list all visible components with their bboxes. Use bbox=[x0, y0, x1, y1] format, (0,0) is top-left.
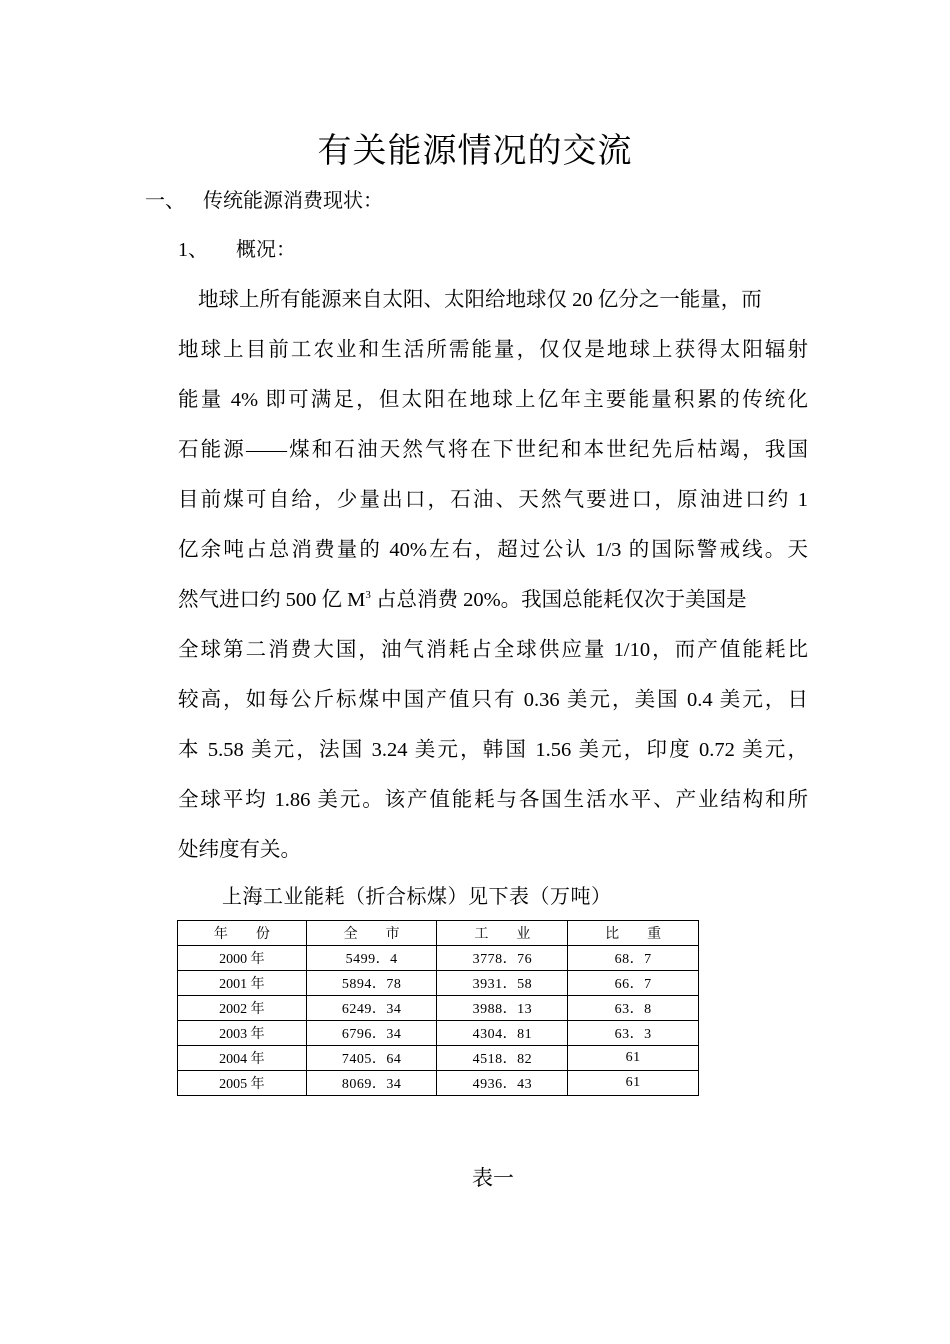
cell-share: 68．7 bbox=[568, 946, 699, 971]
cell-year: 2002 年 bbox=[178, 996, 307, 1021]
cell-share: 63．8 bbox=[568, 996, 699, 1021]
table-row bbox=[178, 946, 699, 971]
header-city-total: 全市 bbox=[306, 921, 437, 946]
section-label: 传统能源消费现状： bbox=[203, 190, 383, 212]
header-industry: 工业 bbox=[437, 921, 568, 946]
energy-table bbox=[177, 920, 699, 1096]
paragraph-line: 全球平均 1.86 美元。该产值能耗与各国生活水平、产业结构和所 bbox=[178, 789, 808, 811]
cell-city-total: 8069．34 bbox=[306, 1071, 437, 1096]
cell-share: 61 bbox=[568, 1046, 699, 1071]
cell-industry: 3988．13 bbox=[437, 996, 568, 1021]
table-row bbox=[178, 971, 699, 996]
subsection-label: 概况： bbox=[236, 239, 296, 261]
paragraph-line: 能量 4% 即可满足，但太阳在地球上亿年主要能量积累的传统化 bbox=[178, 389, 808, 411]
paragraph-line: 亿余吨占总消费量的 40%左右，超过公认 1/3 的国际警戒线。天 bbox=[178, 539, 808, 561]
cell-industry: 3778．76 bbox=[437, 946, 568, 971]
header-year: 年份 bbox=[178, 921, 307, 946]
paragraph-line-head: 然气进口约 500 亿 M bbox=[178, 589, 366, 611]
cell-share: 66．7 bbox=[568, 971, 699, 996]
paragraph-line: 目前煤可自给，少量出口，石油、天然气要进口，原油进口约 1 bbox=[178, 489, 808, 511]
body-paragraph bbox=[178, 282, 808, 882]
paragraph-line-tail: 占总消费 20%。我国总能耗仅次于美国是 bbox=[370, 589, 747, 611]
paragraph-line: 地球上所有能源来自太阳、太阳给地球仅 20 亿分之一能量，而 bbox=[198, 289, 762, 311]
cell-city-total: 5894．78 bbox=[306, 971, 437, 996]
table-row bbox=[178, 1046, 699, 1071]
cell-year: 2000 年 bbox=[178, 946, 307, 971]
table-label: 表一 bbox=[472, 1166, 514, 1190]
table-caption: 上海工业能耗（折合标煤）见下表（万吨） bbox=[222, 886, 612, 908]
cell-city-total: 6796．34 bbox=[306, 1021, 437, 1046]
cell-year: 2001 年 bbox=[178, 971, 307, 996]
table-row bbox=[178, 1071, 699, 1096]
table-row bbox=[178, 1021, 699, 1046]
paragraph-line: 处纬度有关。 bbox=[178, 839, 301, 861]
cell-industry: 4936．43 bbox=[437, 1071, 568, 1096]
cell-industry: 4304．81 bbox=[437, 1021, 568, 1046]
section-number: 一、 bbox=[145, 190, 185, 212]
section-heading bbox=[145, 186, 383, 216]
paragraph-line bbox=[178, 582, 808, 632]
paragraph-line: 地球上目前工农业和生活所需能量，仅仅是地球上获得太阳辐射 bbox=[178, 339, 808, 361]
cell-year: 2004 年 bbox=[178, 1046, 307, 1071]
paragraph-line: 全球第二消费大国，油气消耗占全球供应量 1/10，而产值能耗比 bbox=[178, 639, 808, 661]
table-row bbox=[178, 996, 699, 1021]
document-title: 有关能源情况的交流 bbox=[317, 133, 633, 170]
cell-share: 61 bbox=[568, 1071, 699, 1096]
header-share: 比重 bbox=[568, 921, 699, 946]
cell-year: 2005 年 bbox=[178, 1071, 307, 1096]
cell-industry: 4518．82 bbox=[437, 1046, 568, 1071]
cell-year: 2003 年 bbox=[178, 1021, 307, 1046]
cell-city-total: 7405．64 bbox=[306, 1046, 437, 1071]
paragraph-line: 石能源——煤和石油天然气将在下世纪和本世纪先后枯竭，我国 bbox=[178, 439, 808, 461]
cell-share: 63．3 bbox=[568, 1021, 699, 1046]
superscript: 3 bbox=[365, 589, 371, 602]
table-header-row bbox=[178, 921, 699, 946]
paragraph-line: 本 5.58 美元，法国 3.24 美元，韩国 1.56 美元，印度 0.72 美元， bbox=[178, 739, 808, 761]
subsection-number: 1、 bbox=[178, 239, 208, 261]
cell-city-total: 6249．34 bbox=[306, 996, 437, 1021]
cell-industry: 3931．58 bbox=[437, 971, 568, 996]
subsection-heading bbox=[178, 235, 296, 265]
paragraph-line: 较高，如每公斤标煤中国产值只有 0.36 美元，美国 0.4 美元，日 bbox=[178, 689, 808, 711]
cell-city-total: 5499．4 bbox=[306, 946, 437, 971]
